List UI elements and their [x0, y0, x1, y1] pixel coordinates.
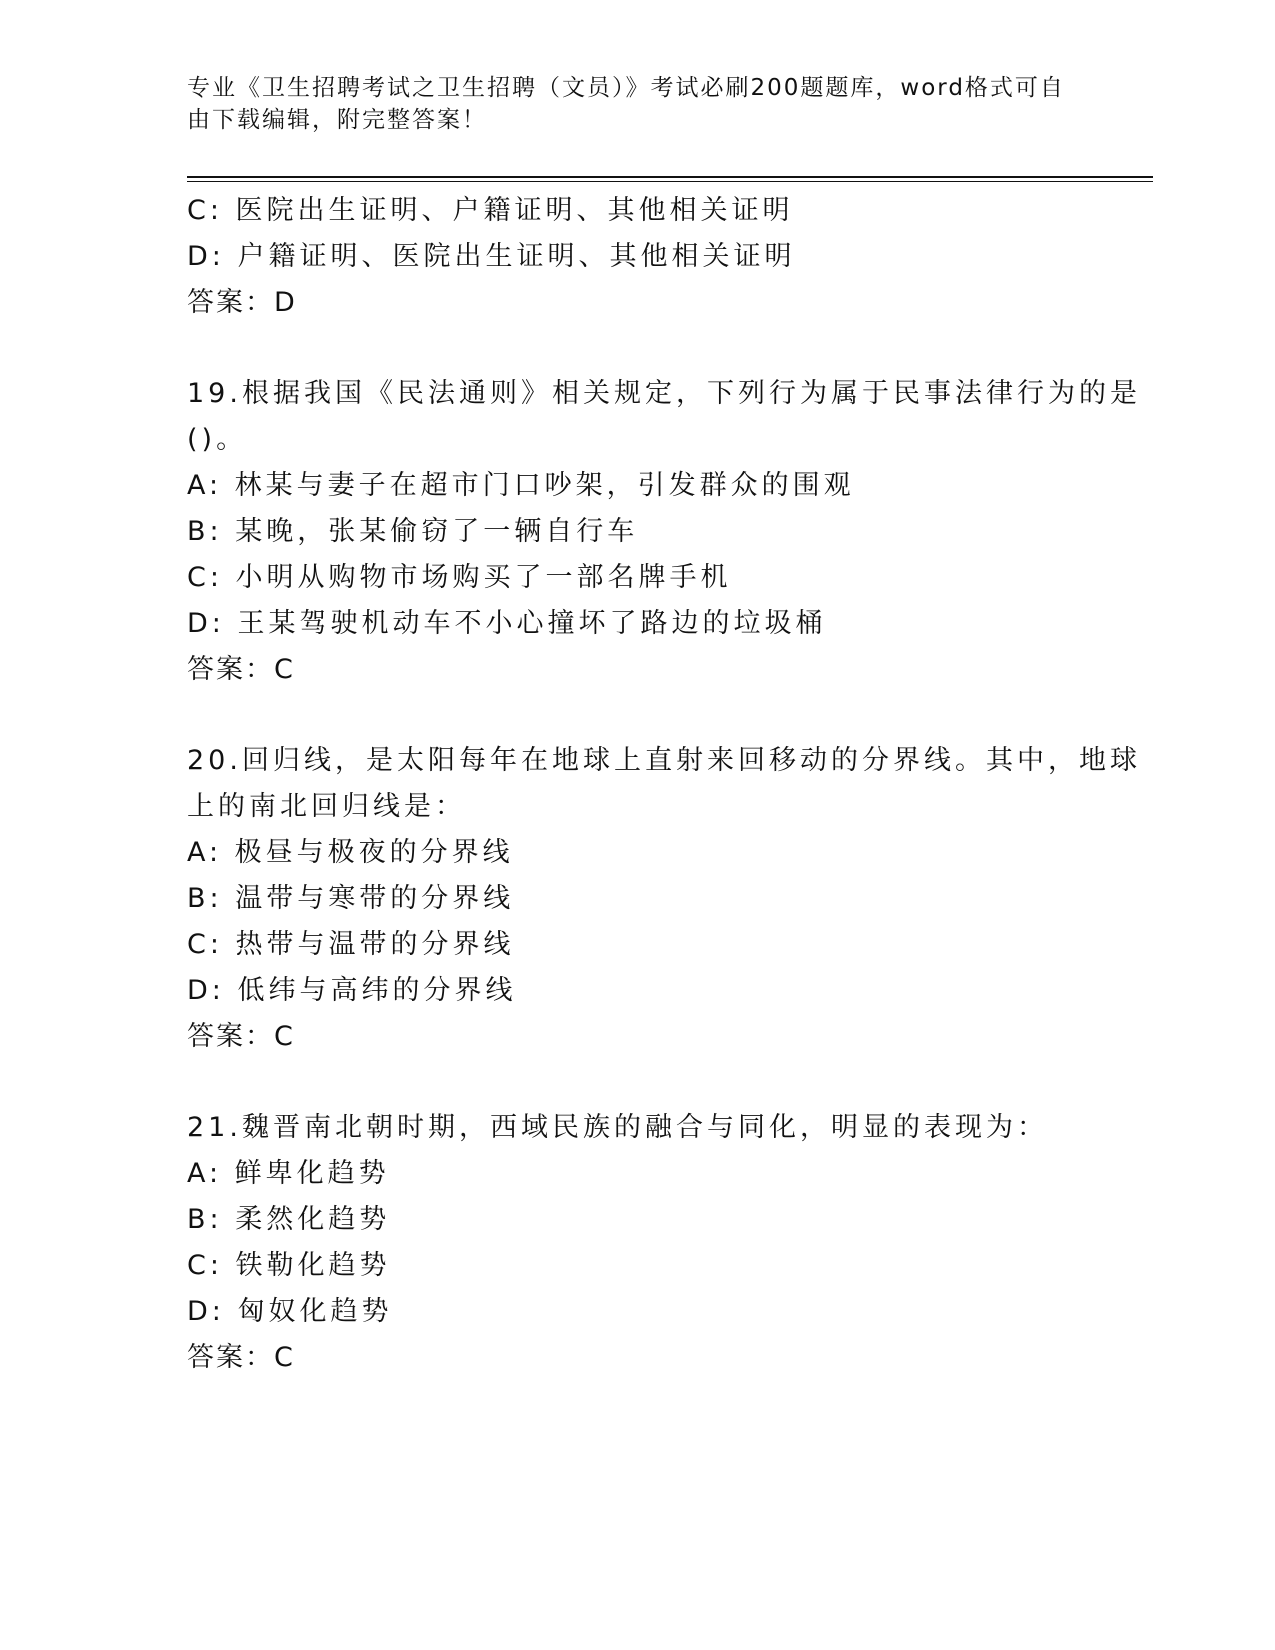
- answer-label: 答案：D: [187, 287, 297, 318]
- option-d: D: 王某驾驶机动车不小心撞坏了路边的垃圾桶: [187, 608, 827, 639]
- option-a: A: 林某与妻子在超市门口吵架，引发群众的围观: [187, 470, 855, 501]
- option-c: C: 小明从购物市场购买了一部名牌手机: [187, 562, 732, 593]
- option-b: B: 柔然化趋势: [187, 1204, 391, 1235]
- document-header: [187, 72, 1087, 136]
- option-c: C: 医院出生证明、户籍证明、其他相关证明: [187, 195, 794, 226]
- question-19: [187, 371, 1141, 693]
- spacer: [187, 1060, 1087, 1105]
- option-d: D: 户籍证明、医院出生证明、其他相关证明: [187, 241, 796, 272]
- option-d: D: 匈奴化趋势: [187, 1296, 393, 1327]
- answer-label: 答案：C: [187, 1021, 295, 1052]
- spacer: [187, 326, 1087, 371]
- question-stem-line: ()。: [187, 424, 248, 455]
- question-20: [187, 738, 1141, 1060]
- question-stem-line: 上的南北回归线是：: [187, 791, 466, 822]
- option-a: A: 极昼与极夜的分界线: [187, 837, 514, 868]
- header-divider-thin: [187, 181, 1153, 182]
- option-c: C: 铁勒化趋势: [187, 1250, 391, 1281]
- answer-label: 答案：C: [187, 654, 295, 685]
- option-a: A: 鲜卑化趋势: [187, 1158, 390, 1189]
- question-21: [187, 1105, 1087, 1381]
- answer-label: 答案：C: [187, 1342, 295, 1373]
- header-divider-thick: [187, 176, 1153, 178]
- question-list: [187, 188, 1141, 1381]
- question-stem-line: 20.回归线，是太阳每年在地球上直射来回移动的分界线。其中，地球: [187, 745, 1141, 776]
- question-18-continued: [187, 188, 1087, 326]
- option-d: D: 低纬与高纬的分界线: [187, 975, 517, 1006]
- question-stem-line: 21.魏晋南北朝时期，西域民族的融合与同化，明显的表现为：: [187, 1112, 1048, 1143]
- option-b: B: 温带与寒带的分界线: [187, 883, 515, 914]
- header-line-1: 专业《卫生招聘考试之卫生招聘（文员）》考试必刷200题题库，word格式可自: [187, 75, 1065, 101]
- option-b: B: 某晚，张某偷窃了一辆自行车: [187, 516, 639, 547]
- spacer: [187, 693, 1087, 738]
- header-line-2: 由下载编辑，附完整答案！: [187, 107, 487, 133]
- question-stem-line: 19.根据我国《民法通则》相关规定，下列行为属于民事法律行为的是: [187, 378, 1141, 409]
- option-c: C: 热带与温带的分界线: [187, 929, 515, 960]
